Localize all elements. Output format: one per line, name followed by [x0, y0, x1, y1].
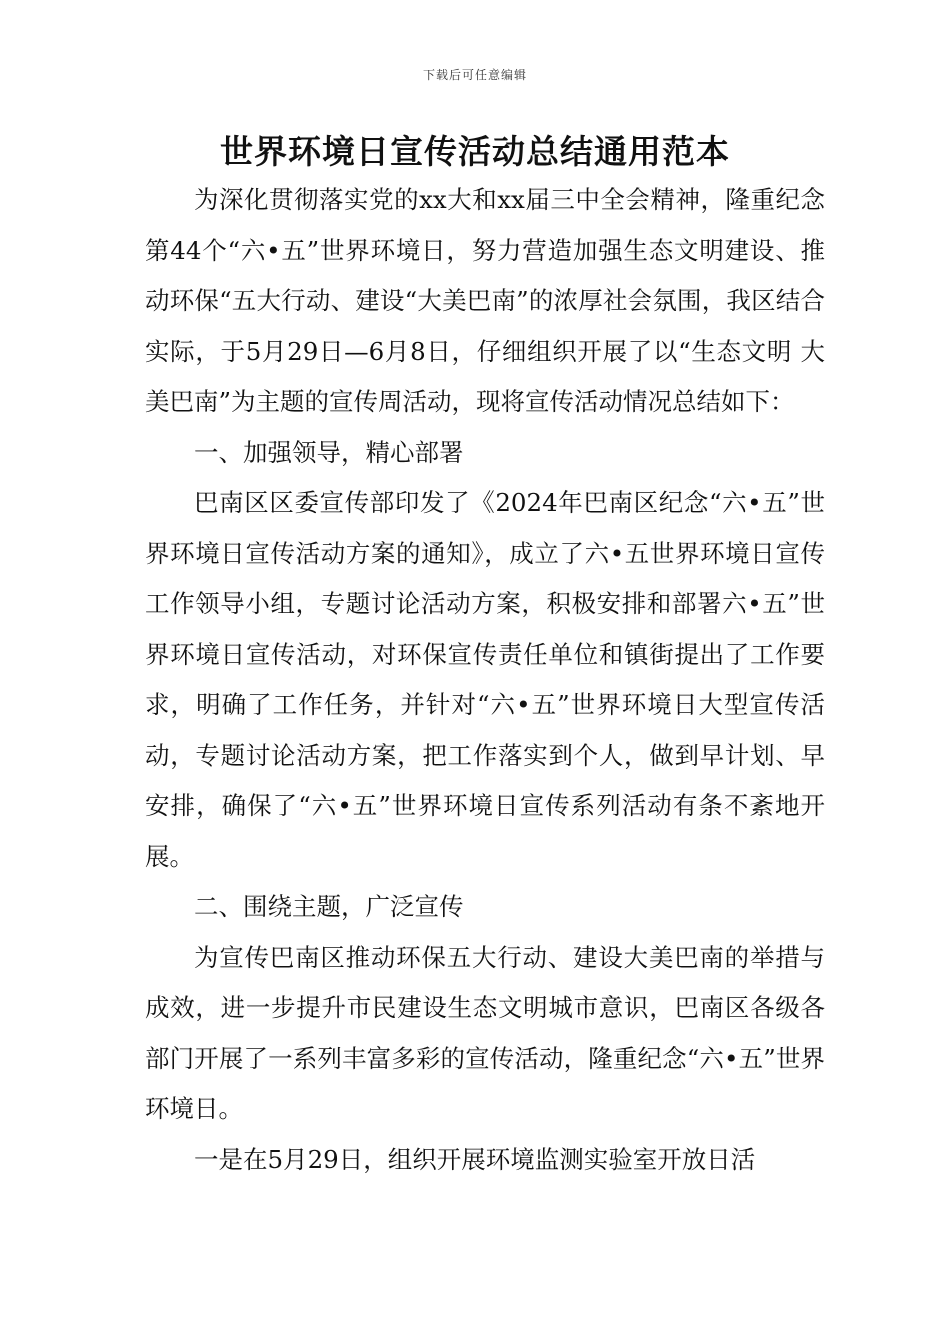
paragraph-intro: 为深化贯彻落实党的xx大和xx届三中全会精神，隆重纪念第44个“六•五”世界环境日，努力营造加强生态文明建设、推动环保“五大行动、建设“大美巴南”的浓厚社会氛围，我区结合实际，于5月29日—6月8日，仔细组织开展了以“生态文明 大美巴南”为主题的宣传周活动，现将宣传活动情况总结如下： — [145, 185, 825, 416]
section-heading-1: 一、加强领导，精心部署 — [194, 437, 464, 467]
header-note: 下载后可任意编辑 — [422, 68, 527, 82]
section-heading-2: 二、围绕主题，广泛宣传 — [194, 892, 464, 921]
document-body — [145, 175, 825, 1185]
paragraph-item-1: 一是在5月29日，组织开展环境监测实验室开放日活 — [194, 1144, 756, 1174]
document-title: 世界环境日宣传活动总结通用范本 — [220, 132, 730, 171]
paragraph-section-2: 为宣传巴南区推动环保五大行动、建设大美巴南的举措与成效，进一步提升市民建设生态文明城市意识，巴南区各级各部门开展了一系列丰富多彩的宣传活动，隆重纪念“六•五”世界环境日。 — [145, 942, 825, 1123]
paragraph-section-1: 巴南区区委宣传部印发了《2024年巴南区纪念“六•五”世界环境日宣传活动方案的通知》，成立了六•五世界环境日宣传工作领导小组，专题讨论活动方案，积极安排和部署六•五”世界环境日宣传活动，对环保宣传责任单位和镇街提出了工作要求，明确了工作任务，并针对“六•五”世界环境日大型宣传活动，专题讨论活动方案，把工作落实到个人，做到早计划、早安排，确保了“六•五”世界环境日宣传系列活动有条不紊地开展。 — [145, 488, 825, 871]
